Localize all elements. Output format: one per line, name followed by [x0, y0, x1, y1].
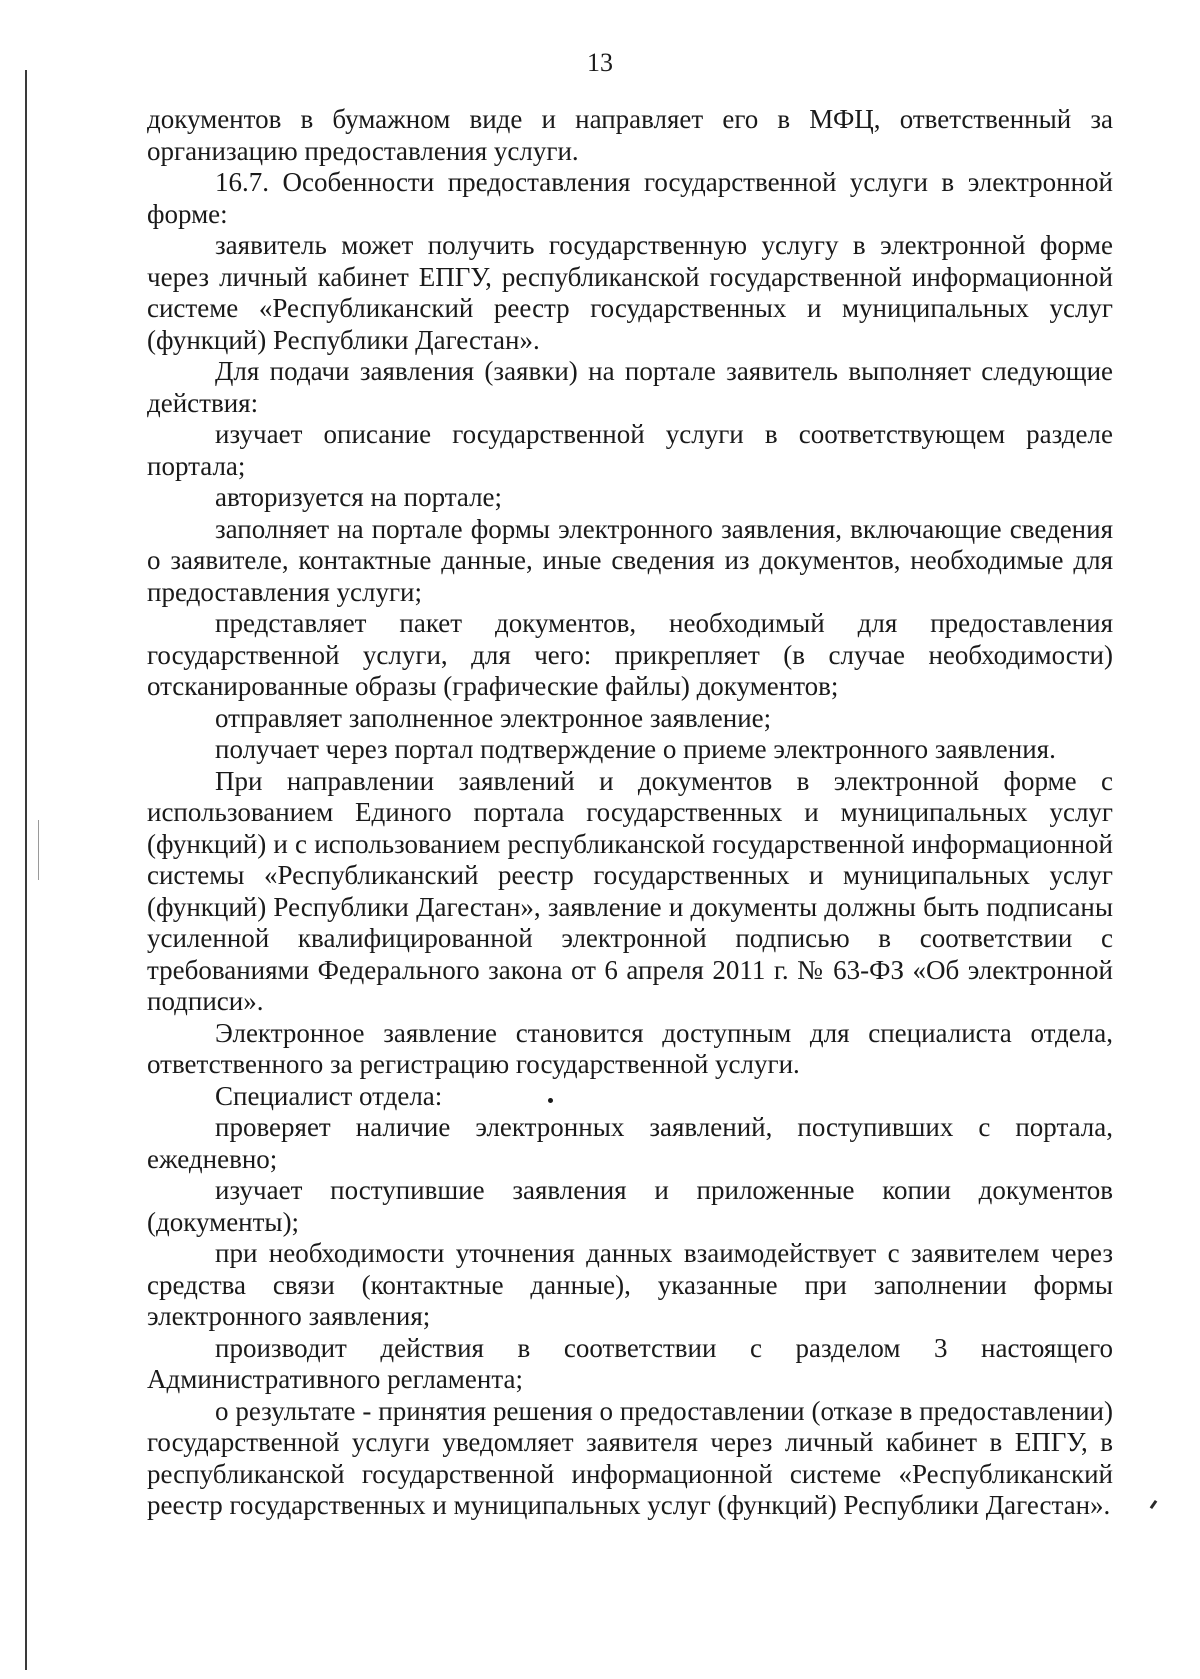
paragraph: авторизуется на портале;	[215, 482, 503, 512]
paragraph: отправляет заполненное электронное заявление;	[215, 702, 772, 733]
scan-artifact-dot	[548, 1098, 553, 1103]
paragraph: документов в бумажном виде и направляет его в МФЦ, ответственный за организацию предоставления услуги.	[147, 104, 1113, 166]
paragraph: производит действия в соответствии с разделом 3 настоящего Административного регламента;	[147, 1332, 1113, 1394]
paragraph: Для подачи заявления (заявки) на портале заявитель выполняет следующие действия:	[147, 356, 1113, 418]
paragraph: Специалист отдела:	[215, 1080, 443, 1111]
paragraph: изучает описание государственной услуги в соответствующем разделе портала;	[147, 419, 1113, 481]
paragraph: получает через портал подтверждение о приеме электронного заявления.	[215, 734, 1056, 764]
paragraph: изучает поступившие заявления и приложенные копии документов (документы);	[147, 1175, 1113, 1237]
paragraph: при необходимости уточнения данных взаимодействует с заявителем через средства связи (контактные данные), указанные при заполнении формы электронного заявления;	[147, 1238, 1113, 1331]
scan-artifact-mark	[1150, 1500, 1158, 1509]
paragraph: 16.7. Особенности предоставления государственной услуги в электронной форме:	[147, 167, 1113, 229]
paragraph: представляет пакет документов, необходимый для предоставления государственной услуги, для чего: прикрепляет (в случае необходимости) отсканированные образы (графические файлы) документов;	[147, 608, 1113, 701]
paragraph: заполняет на портале формы электронного заявления, включающие сведения о заявителе, контактные данные, иные сведения из документов, необходимые для предоставления услуги;	[147, 513, 1113, 607]
binding-edge-line	[25, 70, 27, 1670]
paragraph: о результате - принятия решения о предоставлении (отказе в предоставлении) государственной услуги уведомляет заявителя через личный кабинет в ЕПГУ, в республиканской государственной информационной системе «Республиканский реестр государственных и муниципальных услуг (функций) Республики Дагестан».	[147, 1395, 1113, 1520]
paragraph: Электронное заявление становится доступным для специалиста отдела, ответственного за регистрацию государственной услуги.	[147, 1017, 1113, 1079]
document-body	[147, 104, 1113, 1522]
paragraph: проверяет наличие электронных заявлений, поступивших с портала, ежедневно;	[147, 1112, 1113, 1174]
paragraph: заявитель может получить государственную услугу в электронной форме через личный кабинет ЕПГУ, республиканской государственной информационной системе «Республиканский реестр государственных и муниципальных услуг (функций) Республики Дагестан».	[147, 230, 1113, 355]
scan-margin-mark	[38, 820, 39, 880]
paragraph: При направлении заявлений и документов в электронной форме с использованием Единого портала государственных и муниципальных услуг (функций) и с использованием республиканской государственной информационной системы «Республиканский реестр государственных и муниципальных услуг (функций) Республики Дагестан», заявление и документы должны быть подписаны усиленной квалифицированной электронной подписью в соответствии с требованиями Федерального закона от 6 апреля 2011 г. № 63-ФЗ «Об электронной подписи».	[147, 765, 1113, 1016]
page-number: 13	[587, 48, 613, 77]
